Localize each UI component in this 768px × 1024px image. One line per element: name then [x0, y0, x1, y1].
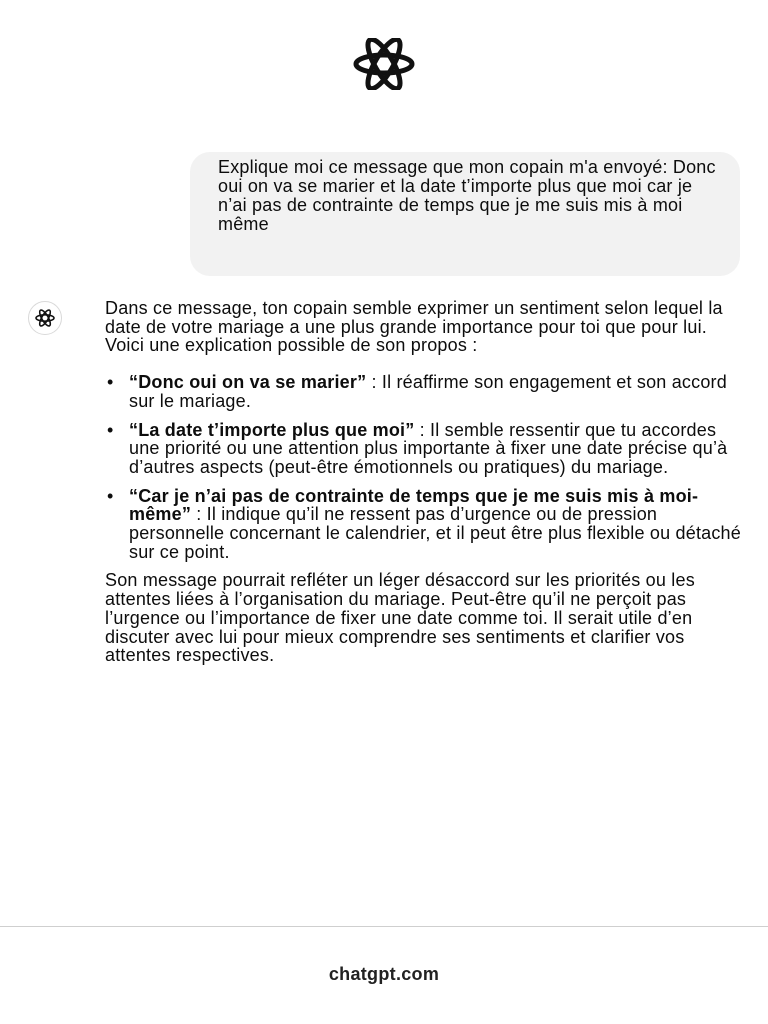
user-message-bubble	[190, 152, 740, 276]
list-item	[105, 421, 745, 477]
bullet-explanation: : Il semble ressentir que tu accordes une priorité ou une attention plus importante à fixer une date précise qu’à d’autres aspects (peut-être émotionnels ou pratiques) du mariage.	[129, 419, 728, 477]
list-item	[105, 373, 745, 410]
list-item	[105, 487, 745, 562]
bullet-explanation: : Il réaffirme son engagement et son accord sur le mariage.	[129, 372, 727, 411]
assistant-message	[105, 299, 745, 665]
openai-logo-icon	[33, 306, 57, 330]
footer-divider	[0, 926, 768, 927]
assistant-avatar	[28, 301, 62, 335]
bullet-quote: “Donc oui on va se marier”	[129, 372, 367, 393]
assistant-closing: Son message pourrait refléter un léger désaccord sur les priorités ou les attentes liées à l’organisation du mariage. Peut-être qu’il ne perçoit pas l’urgence ou l’importance de fixer une date comme toi. Il serait utile d’en discuter avec lui pour mieux comprendre ses sentiments et clarifier vos attentes respectives.	[105, 570, 695, 666]
user-message-text: Explique moi ce message que mon copain m'a envoyé: Donc oui on va se marier et la date t’importe plus que moi car je n’ai pas de contrainte de temps que je me suis mis à moi même	[218, 157, 716, 234]
assistant-intro: Dans ce message, ton copain semble exprimer un sentiment selon lequel la date de votre mariage a une plus grande importance pour toi que pour lui. Voici une explication possible de son propos :	[105, 298, 723, 356]
bullet-quote: “Car je n’ai pas de contrainte de temps que je me suis mis à moi-même”	[129, 485, 699, 525]
bullet-quote: “La date t’importe plus que moi”	[129, 419, 415, 440]
openai-logo-icon	[332, 38, 436, 90]
footer-domain: chatgpt.com	[328, 964, 440, 984]
assistant-bullet-list	[105, 373, 745, 561]
bullet-explanation: : Il indique qu’il ne ressent pas d’urgence ou de pression personnelle concernant le calendrier, et il peut être plus flexible ou détaché sur ce point.	[129, 504, 741, 562]
